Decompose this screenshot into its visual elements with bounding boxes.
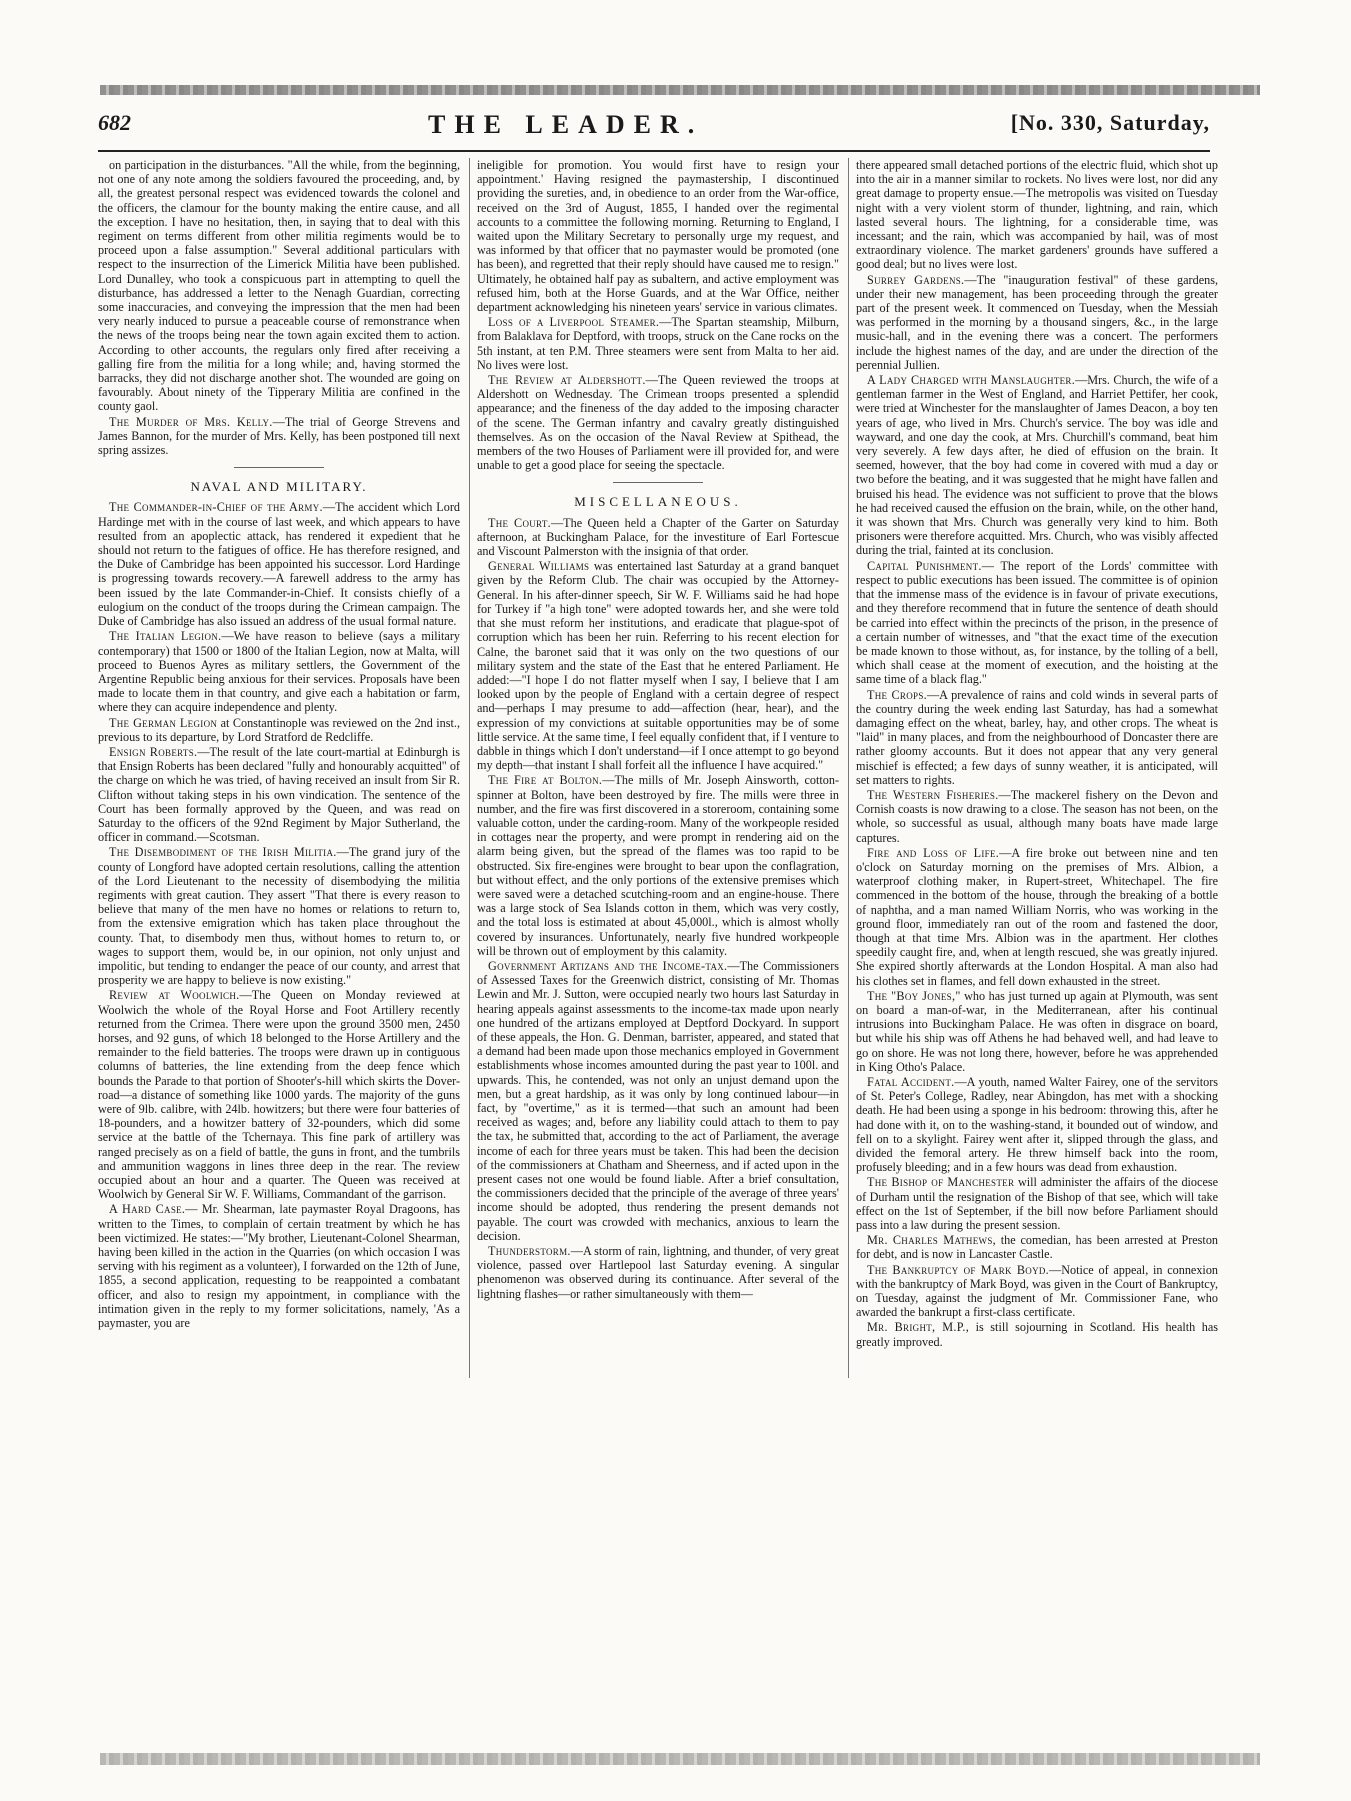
article-heading: The Western Fisheries. xyxy=(867,787,999,802)
article-body: —Notice of appeal, in connexion with the bankruptcy of Mark Boyd, was given in the Court of Bankruptcy, on Tuesday, against the judgment of Mr. Commissioner Fane, who awarded the bankrupt a first-class certificate. xyxy=(856,1262,1218,1320)
article-paragraph xyxy=(856,559,1218,687)
article-heading: The Review at Aldershott. xyxy=(488,373,646,388)
article-paragraph xyxy=(477,959,839,1243)
article-body: the comedian, has been arrested at Preston for debt, and is now in Lancaster Castle. xyxy=(856,1233,1218,1262)
article-paragraph xyxy=(477,516,839,559)
article-body: —The Queen on Monday reviewed at Woolwich the whole of the Royal Horse and Foot Artillery recently returned from the Crimea. There were upon the ground 3500 men, 2450 horses, and 92 guns, of which 18 belonged to the Horse Artillery and the remainder to the field batteries. The troops were drawn up in contiguous columns of batteries, the line extending from the deep fence which bounds the Parade to that portion of Shooter's-hill which skirts the Dover-road—a distance of something like 1000 yards. The majority of the guns were of 9lb. calibre, with 24lb. howitzers; but there were four batteries of 18-pounders, and a howitzer battery of 32-pounders, which did some service at the battle of the Tchernaya. This fine park of artillery was ranged precisely as on a field of battle, the guns in front, and the tumbrils and ammunition waggons in lines three deep in the rear. The review occupied about an hour and a quarter. The Queen was received at Woolwich by General Sir W. F. Williams, Commandant of the garrison. xyxy=(98,988,460,1202)
article-heading: Review at Woolwich. xyxy=(109,988,240,1003)
article-paragraph xyxy=(477,315,839,372)
article-body: —The Queen reviewed the troops at Aldershott on Wednesday. The Crimean troops presented a splendid appearance; and the fineness of the day added to the imposing character of the scene. The German infantry and cavalry greatly distinguished themselves. As on the occasion of the Naval Review at Spithead, the members of the two Houses of Parliament were ill provided for, and were unable to get a good place for seeing the spectacle. xyxy=(477,373,839,473)
article-paragraph: there appeared small detached portions of the electric fluid, which shot up into the air in a manner similar to rockets. No lives were lost, nor did any great damage to property ensue.—The metropolis was visited on Tuesday night with a very violent storm of thunder, lightning, and rain, which lasted several hours. The lightning, for a considerable time, was incessant; and the rain, which was accompanied by hail, was of most extraordinary violence. The market gardeners' grounds have suffered a good deal; but no lives were lost. xyxy=(856,158,1218,272)
article-body: —A youth, named Walter Fairey, one of the servitors of St. Peter's College, Radley, near Abingdon, has met with a shocking death. He had been using a sponge in his bedroom: throwing this, after he had done with it, on to the washing-stand, it bounded out of window, and fell on to a skylight. Fairey went after it, slipped through the glass, and divided the femoral artery. He threw himself back into the room, profusely bleeding; and in a few hours was dead from exhaustion. xyxy=(856,1075,1218,1175)
article-body: —The Spartan steamship, Milburn, from Balaklava for Deptford, with troops, struck on the Cane rocks on the 5th instant, at ten P.M. Three steamers were sent from Malta to her aid. No lives were lost. xyxy=(477,315,839,372)
section-heading: NAVAL AND MILITARY. xyxy=(190,479,368,495)
article-heading: Government Artizans and the Income-tax. xyxy=(488,958,728,973)
article-paragraph xyxy=(856,1075,1218,1174)
article-body: —The result of the late court-martial at Edinburgh is that Ensign Roberts has been declared "fully and honourably acquitted" of the charge on which he was tried, of having received an insult from Sir R. Clifton without taking steps in his own vindication. The sentence of the Court has been formally approved by the Queen, and was read on Saturday to the officers of the 92nd Regiment by Major Sutherland, the officer in command.—Scotsman. xyxy=(98,744,460,845)
article-body: —The trial of George Strevens and James Bannon, for the murder of Mrs. Kelly, has been postponed till next spring assizes. xyxy=(98,414,460,458)
scan-artifact-bottom xyxy=(100,1753,1260,1765)
article-heading: Mr. Charles Mathews, xyxy=(867,1233,996,1248)
article-heading: Mr. Bright, M.P., xyxy=(867,1320,970,1335)
article-body: who has just turned up again at Plymouth, was sent on board a man-of-war, in the Mediterranean, after his continual intrusions into Buckingham Palace. He was often in disgrace on board, but while his ship was off Athens he had behaved well, and had leave to go on shore. He was not long there, however, before he was apprehended in King Otho's Palace. xyxy=(856,988,1218,1074)
divider xyxy=(613,482,703,483)
article-body: —The mills of Mr. Joseph Ainsworth, cotton-spinner at Bolton, have been destroyed by fire. The mills were three in number, and the fire was first discovered in a storeroom, containing some valuable cotton, under the carding-room. Many of the workpeople resided in cottages near the property, and were prompt in rendering aid on the alarm being given, but the spread of the flames was too rapid to be obstructed. Six fire-engines were brought to bear upon the conflagration, but without effect, and the only portions of the extensive premises which were saved were a detached scutching-room and an engine-house. There was a large stock of Sea Islands cotton in them, which was very costly, and the total loss is estimated at about 45,000l., which is almost wholly covered by insurances. Unfortunately, nearly five hundred workpeople will be thrown out of employment by this calamity. xyxy=(477,773,839,958)
article-body: —The accident which Lord Hardinge met with in the course of last week, and which appears to have resulted from an apoplectic attack, has rendered it expedient that he should not return to the fatigues of office. He has therefore resigned, and the Duke of Cambridge has been appointed his successor. Lord Hardinge is progressing towards recovery.—A farewell address to the army has been issued by the late Commander-in-Chief. It consists chiefly of a eulogium on the conduct of the troops during the Crimean campaign. The Duke of Cambridge has also issued an address of the usual formal nature. xyxy=(98,500,460,629)
article-heading: Thunderstorm. xyxy=(488,1244,571,1259)
article-paragraph xyxy=(98,716,460,744)
article-heading: Ensign Roberts. xyxy=(109,744,198,759)
article-paragraph xyxy=(856,846,1218,988)
article-heading: General Williams xyxy=(488,559,590,574)
article-paragraph xyxy=(477,1244,839,1301)
article-heading: The Italian Legion. xyxy=(109,629,222,644)
article-paragraph xyxy=(856,1175,1218,1232)
issue-label: [No. 330, Saturday, xyxy=(1010,110,1210,135)
article-paragraph xyxy=(856,1263,1218,1320)
article-heading: A Hard Case. xyxy=(109,1202,186,1217)
article-heading: The Bishop of Manchester xyxy=(867,1175,1015,1190)
article-paragraph: ineligible for promotion. You would first have to resign your appointment.' Having resigned the paymastership, I discontinued providing the sureties, and, in obedience to an order from the War-office, received on the 3rd of August, 1855, I handed over the regimental accounts to a committee the following morning. Returning to England, I waited upon the Military Secretary to personally urge my request, and was informed by that officer that no paymaster would be promoted (one has been), and regretted that their reply should have caused me to resign." Ultimately, he obtained half pay as subaltern, and active employment was refused him, both at the Horse Guards, and at the War Office, neither department acknowledging his nineteen years' service in various climates. xyxy=(477,158,839,315)
article-paragraph xyxy=(477,773,839,958)
article-body: —The Commissioners of Assessed Taxes for the Greenwich district, consisting of Mr. Thomas Lewin and Mr. J. Sutton, were occupied nearly two hours last Saturday in hearing appeals against assessments to the income-tax made upon nearly one hundred of the artizans employed at Deptford Dockyard. In support of these appeals, the Hon. G. Denman, barrister, appeared, and stated that a demand had been made upon those mechanics employed in Government establishments whose incomes amounted during the past year to 100l. and upwards. This, he contended, was not only an unjust demand upon the men, but a great hardship, as it was only by long continued labour—in fact, by "overtime," as it is termed—that such an amount had been received as wages; and, before any liability could attach to them to pay the tax, he submitted that, according to the act of Parliament, the average income of each for three years must be taken. This had been the decision of the commissioners at Chatham and Sheerness, and if acted upon in the present cases not one would be found liable. After a brief consultation, the commissioners decided that the principle of the average of three years' income should be adopted, thus rendering the present demands not payable. The court was crowded with mechanics, anxious to learn the decision. xyxy=(477,958,839,1243)
article-paragraph xyxy=(98,745,460,844)
article-heading: A Lady Charged with Manslaughter. xyxy=(867,373,1076,388)
article-body: at Constantinople was reviewed on the 2nd inst., previous to its departure, by Lord Stratford de Redcliffe. xyxy=(98,715,460,744)
section-heading: MISCELLANEOUS. xyxy=(574,494,742,510)
divider xyxy=(234,467,324,468)
article-heading: Capital Punishment. xyxy=(867,558,982,573)
article-paragraph xyxy=(98,1202,460,1330)
article-paragraph xyxy=(856,688,1218,787)
article-paragraph xyxy=(856,989,1218,1074)
article-body: —A storm of rain, lightning, and thunder, of very great violence, passed over Hartlepool last Saturday evening. A singular phenomenon was observed during its continuance. After several of the lightning flashes—or rather simultaneously with them— xyxy=(477,1244,839,1301)
masthead-rule xyxy=(98,150,1210,152)
article-heading: The Disembodiment of the Irish Militia. xyxy=(109,845,337,860)
column-divider xyxy=(848,158,849,1378)
article-heading: Loss of a Liverpool Steamer. xyxy=(488,315,660,330)
article-body: —The mackerel fishery on the Devon and Cornish coasts is now drawing to a close. The season has not been, on the whole, so successful as usual, although many boats have made large captures. xyxy=(856,787,1218,845)
article-body: —The grand jury of the county of Longford have adopted certain resolutions, calling the attention of the Lord Lieutenant to the necessity of disembodying the militia regiments with great caution. They assert "That there is every reason to believe that many of the men have no homes or relations to return to, from the extensive emigration which has taken place throughout the county. That, to disembody men thus, without homes to return to, or wages to support them, would be, in our opinion, not only unjust and impolitic, but tending to endanger the peace of our county, and arrest that prosperity we are happy to believe is now existing." xyxy=(98,845,460,988)
column-3 xyxy=(856,158,1218,1388)
article-body: —A fire broke out between nine and ten o'clock on Saturday morning on the premises of Mrs. Albion, a waterproof clothing maker, in Rupert-street, Whitechapel. The fire commenced in the bottom of the house, through the breaking of a bottle of naphtha, and a man named William Norris, who was working in the ground floor, immediately ran out of the room and fastened the door, though at that time Mrs. Albion was in the apartment. Her clothes speedily caught fire, and, when at length rescued, she was greatly injured. She expired shortly afterwards at the London Hospital. A man also had his clothes set in flames, and fell down exhausted in the street. xyxy=(856,845,1218,988)
article-body: — The report of the Lords' committee with respect to public executions has been issued. The committee is of opinion that the immense mass of the evidence is in favour of private executions, and they therefore recommend that in future the sentence of death should be carried into effect within the precincts of the prison, in the presence of a certain number of witnesses, and "that the exact time of the execution be made known to those without, as, for instance, by the tolling of a bell, which shall cease at the moment of execution, and the hoisting at the same time of a black flag." xyxy=(856,558,1218,687)
article-body: is still sojourning in Scotland. His health has greatly improved. xyxy=(856,1320,1218,1349)
article-body: —Mrs. Church, the wife of a gentleman farmer in the West of England, and Harriet Pettifer, her cook, were tried at Winchester for the manslaughter of James Deacon, a boy ten years of age, who lived in Mrs. Church's service. The boy was idle and wayward, and one day the cook, at Mrs. Churchill's command, beat him very severely. A few days after, he died of effusion on the brain. It seemed, however, that the boy had come in covered with mud a day or two before the beating, and it was suggested that he might have fallen and bruised his head. The evidence was not sufficient to prove that the blows he had received caused the effusion on the brain, while, on the other hand, it was shown that Mrs. Church was generally very kind to him. Both prisoners were therefore acquitted. Mrs. Church, who was visibly affected during the trial, fainted at its conclusion. xyxy=(856,373,1218,558)
article-paragraph xyxy=(856,788,1218,845)
article-heading: The Crops. xyxy=(867,687,927,702)
article-body: was entertained last Saturday at a grand banquet given by the Reform Club. The chair was occupied by the Attorney-General. In his after-dinner speech, Sir W. F. Williams said he had hope for Turkey if "a high tone" were adopted towards her, and she were told that she must reform her institutions, and eradicate that plague-spot of corruption which has been her ruin. Referring to his recent election for Calne, the baronet said that it was only on the two questions of our military system and the state of the East that he entered Parliament. He added:—"I hope I do not flatter myself when I say, I believe that I am looked upon by the people of England with a certain degree of respect and—perhaps I may presume to add—affection (hear, hear), and the expression of my convictions at suitable opportunities may be of some little service. At the same time, I feel equally confident that, if I venture to dabble in things which I don't understand—if I once attempt to go beyond my depth—that instant I shall forfeit all the influence I have acquired." xyxy=(477,559,839,773)
article-paragraph xyxy=(98,500,460,628)
article-heading: The German Legion xyxy=(109,715,218,730)
article-body: —The Queen held a Chapter of the Garter on Saturday afternoon, at Buckingham Palace, for the investiture of Earl Fortescue and Viscount Palmerston with the insignia of that order. xyxy=(477,515,839,559)
article-paragraph xyxy=(98,629,460,714)
article-paragraph xyxy=(856,273,1218,372)
article-heading: The Fire at Bolton. xyxy=(488,773,603,788)
article-heading: The Murder of Mrs. Kelly. xyxy=(109,414,273,429)
article-paragraph xyxy=(477,373,839,472)
article-body: will administer the affairs of the diocese of Durham until the resignation of the Bishop of that see, which will take effect on the 1st of September, if the bill now before Parliament should pass into a law during the present session. xyxy=(856,1175,1218,1233)
column-2 xyxy=(477,158,839,1388)
article-heading: Fatal Accident. xyxy=(867,1075,955,1089)
article-paragraph xyxy=(477,559,839,772)
scan-artifact-top xyxy=(100,85,1260,95)
article-heading: The Court. xyxy=(488,515,551,530)
article-heading: Surrey Gardens. xyxy=(867,272,965,287)
article-paragraph xyxy=(98,988,460,1201)
article-body: —We have reason to believe (says a military contemporary) that 1500 or 1800 of the Italian Legion, now at Malta, will proceed to Buenos Ayres as military settlers, the Government of the Argentine Republic being anxious for their services. Proposals have been made to locate them in that country, and give each a habitation or farm, where they can acquire independence and plenty. xyxy=(98,629,460,715)
article-paragraph xyxy=(856,1233,1218,1261)
article-heading: The Commander-in-Chief of the Army. xyxy=(109,500,323,515)
newspaper-title: THE LEADER. xyxy=(428,110,704,139)
article-body: —A prevalence of rains and cold winds in several parts of the country during the week ending last Saturday, has had a somewhat damaging effect on the wheat, barley, hay, and other crops. The wheat is "laid" in many places, and from the neighbourhood of Doncaster there are rather gloomy accounts. But it does not appear that any very general mischief is effected; a few days of sunny weather, it is anticipated, will set matters to rights. xyxy=(856,687,1218,787)
page-number: 682 xyxy=(98,110,131,135)
article-paragraph xyxy=(98,845,460,987)
article-heading: The Bankruptcy of Mark Boyd. xyxy=(867,1262,1050,1277)
article-body: — Mr. Shearman, late paymaster Royal Dragoons, has written to the Times, to complain of certain treatment by which he has been victimized. He states:—"My brother, Lieutenant-Colonel Shearman, having been killed in the action in the Quarries (on which occasion I was serving with his regiment as a volunteer), I forwarded on the 12th of June, 1855, a second application, requesting to be reappointed a combatant officer, and also to resign my appointment, in compliance with the intimation given in the reply to my former solicitations, namely, 'As a paymaster, you are xyxy=(98,1202,460,1331)
column-divider xyxy=(469,158,470,1378)
column-1 xyxy=(98,158,460,1388)
article-paragraph xyxy=(856,1320,1218,1348)
article-heading: The "Boy Jones," xyxy=(867,988,961,1003)
article-paragraph xyxy=(856,373,1218,558)
article-body: —The "inauguration festival" of these gardens, under their new management, has been proceeding through the greater part of the present week. It commenced on Tuesday, when the Messiah was performed in the morning by a thousand singers, &c., in the large music-hall, and in the evening there was a concert. The performers include the highest names of the day, and are under the direction of the perennial Jullien. xyxy=(856,272,1218,372)
article-paragraph: on participation in the disturbances. "All the while, from the beginning, not one of any note among the soldiers favoured the proceeding, and, by all, the greatest personal respect was evidenced towards the colonel and the officers, the clamour for the bounty making the entire cause, and all the exception. I have no hesitation, then, in saying that to deal with this regiment on terms different from other militia regiments would be to proceed upon a false assumption." Several additional particulars with respect to the insurrection of the Limerick Militia have been published. Lord Dunalley, who took a conspicuous part in attempting to quell the disturbance, has addressed a letter to the Nenagh Guardian, correcting some inaccuracies, and conveying the impression that the men had been very nearly induced to pursue a peaceable course of remonstrance when the news of the troops being near the town again excited them to action. According to other accounts, the regulars only fired after receiving a galling fire from the militia for a long while; and, having stormed the barracks, they did not discharge another shot. The wounded are going on favourably. About ninety of the Tipperary Militia are confined in the county gaol. xyxy=(98,158,460,414)
article-paragraph xyxy=(98,415,460,458)
article-heading: Fire and Loss of Life. xyxy=(867,845,1000,860)
